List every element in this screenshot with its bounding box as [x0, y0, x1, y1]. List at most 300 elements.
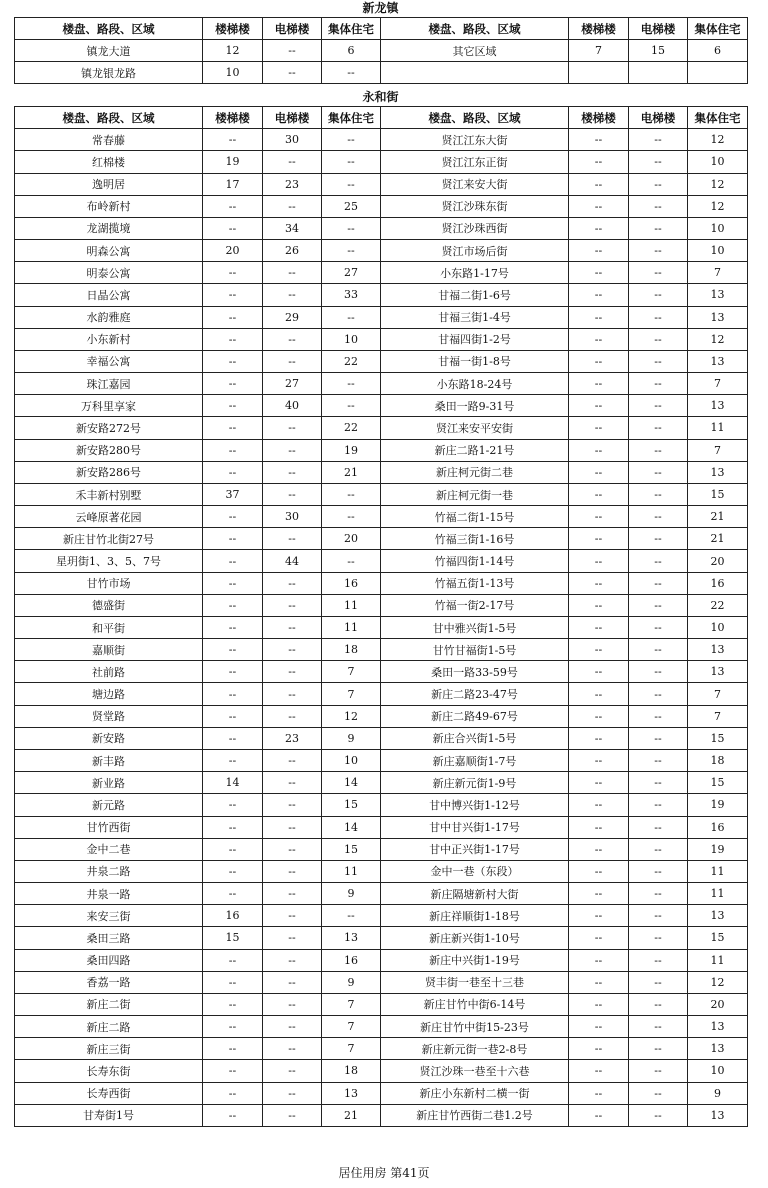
table-cell: -- — [629, 1016, 688, 1038]
table-cell: 21 — [688, 528, 748, 550]
table-cell: -- — [569, 594, 629, 616]
table-cell: 25 — [322, 195, 381, 217]
table-row — [15, 816, 748, 838]
table-cell: 20 — [322, 528, 381, 550]
table-cell: 30 — [263, 129, 322, 151]
table-cell: 珠江嘉园 — [15, 373, 203, 395]
table-cell: 社前路 — [15, 661, 203, 683]
table-row — [15, 439, 748, 461]
table-cell: -- — [263, 417, 322, 439]
table-cell: 贤江来安平安街 — [381, 417, 569, 439]
table-cell: -- — [263, 483, 322, 505]
column-header: 集体住宅 — [688, 107, 748, 129]
table-cell: 19 — [322, 439, 381, 461]
table-row — [15, 129, 748, 151]
table-cell: -- — [203, 1060, 263, 1082]
table-cell: -- — [263, 905, 322, 927]
table-cell: 12 — [203, 40, 263, 62]
table-cell: 13 — [688, 306, 748, 328]
table-cell: -- — [629, 860, 688, 882]
table-cell: 6 — [322, 40, 381, 62]
table-cell: -- — [263, 594, 322, 616]
table-cell: -- — [263, 439, 322, 461]
table-cell: -- — [263, 639, 322, 661]
table-cell: 7 — [322, 661, 381, 683]
table-cell: -- — [263, 40, 322, 62]
table-cell: -- — [203, 284, 263, 306]
table-cell: 13 — [322, 927, 381, 949]
table-cell: 竹福一街2-17号 — [381, 594, 569, 616]
table-cell: -- — [629, 883, 688, 905]
table-cell: 12 — [688, 173, 748, 195]
page-footer: 居住用房 第41页 — [338, 1166, 430, 1180]
table-cell: 26 — [263, 240, 322, 262]
table-cell: 金中一巷（东段） — [381, 860, 569, 882]
table-cell: 14 — [322, 816, 381, 838]
table-cell: 22 — [688, 594, 748, 616]
table-cell: -- — [263, 794, 322, 816]
table-cell: 新业路 — [15, 772, 203, 794]
table-row — [15, 373, 748, 395]
table-cell: -- — [263, 949, 322, 971]
table-cell: 竹福二街1-15号 — [381, 506, 569, 528]
table-row — [15, 1060, 748, 1082]
table-cell: 甘竹西街 — [15, 816, 203, 838]
table-cell: 15 — [629, 40, 688, 62]
table-cell: -- — [569, 262, 629, 284]
table-cell: -- — [569, 838, 629, 860]
column-header: 电梯楼 — [629, 18, 688, 40]
table-cell: 小东路18-24号 — [381, 373, 569, 395]
table-cell: 甘寿街1号 — [15, 1104, 203, 1126]
table-cell: -- — [263, 772, 322, 794]
table-cell: 16 — [322, 572, 381, 594]
table-cell: -- — [203, 550, 263, 572]
table-cell: 10 — [688, 151, 748, 173]
table-cell: -- — [629, 129, 688, 151]
table-cell: 新元路 — [15, 794, 203, 816]
table-cell: 香荔一路 — [15, 971, 203, 993]
table-cell: -- — [629, 483, 688, 505]
table-cell: 甘竹市场 — [15, 572, 203, 594]
table-cell: -- — [569, 506, 629, 528]
table-cell: 新庄中兴街1-19号 — [381, 949, 569, 971]
table-cell: -- — [629, 572, 688, 594]
table-cell: 塘边路 — [15, 683, 203, 705]
table-row — [15, 705, 748, 727]
header-row — [15, 18, 748, 40]
table-cell: -- — [569, 816, 629, 838]
section-title-xinlong: 新龙镇 — [362, 1, 399, 15]
table-cell: -- — [263, 705, 322, 727]
table-cell: -- — [629, 417, 688, 439]
table-cell: 14 — [203, 772, 263, 794]
table-cell: 万科里享家 — [15, 395, 203, 417]
table-cell — [688, 62, 748, 84]
table-cell: -- — [569, 550, 629, 572]
header-row — [15, 107, 748, 129]
table-row — [15, 838, 748, 860]
table-cell: -- — [203, 1016, 263, 1038]
table-cell: -- — [569, 528, 629, 550]
table-cell: -- — [569, 1104, 629, 1126]
table-cell: 11 — [688, 883, 748, 905]
column-header: 电梯楼 — [629, 107, 688, 129]
table-cell: -- — [629, 594, 688, 616]
table-cell: -- — [263, 661, 322, 683]
table-cell: 19 — [203, 151, 263, 173]
table-cell: -- — [569, 373, 629, 395]
table-cell: -- — [629, 395, 688, 417]
column-header: 电梯楼 — [263, 107, 322, 129]
table-cell: 40 — [263, 395, 322, 417]
table-row — [15, 1038, 748, 1060]
column-header: 集体住宅 — [322, 107, 381, 129]
table-cell: 21 — [322, 1104, 381, 1126]
table-cell: -- — [629, 1060, 688, 1082]
table-cell: -- — [322, 151, 381, 173]
table-cell: -- — [629, 661, 688, 683]
xinlong-table-header — [15, 18, 748, 40]
table-cell: -- — [569, 306, 629, 328]
table-cell: 13 — [688, 639, 748, 661]
table-cell: 新庄二街 — [15, 993, 203, 1015]
table-cell: -- — [569, 284, 629, 306]
table-cell: -- — [629, 173, 688, 195]
table-cell: -- — [629, 727, 688, 749]
table-cell: 13 — [688, 1104, 748, 1126]
xinlong-table-body — [15, 40, 748, 84]
table-cell: -- — [263, 461, 322, 483]
table-cell: 30 — [263, 506, 322, 528]
table-cell: -- — [263, 284, 322, 306]
table-cell: -- — [263, 572, 322, 594]
table-cell: -- — [203, 572, 263, 594]
table-cell: 新庄祥顺街1-18号 — [381, 905, 569, 927]
table-cell: 13 — [688, 905, 748, 927]
table-cell: -- — [203, 993, 263, 1015]
table-row — [15, 173, 748, 195]
column-header: 楼盘、路段、区域 — [381, 18, 569, 40]
table-row — [15, 461, 748, 483]
table-row — [15, 262, 748, 284]
table-cell: 9 — [322, 883, 381, 905]
table-cell: -- — [263, 1104, 322, 1126]
table-cell: -- — [322, 905, 381, 927]
table-cell: -- — [322, 217, 381, 239]
table-cell: -- — [263, 838, 322, 860]
table-row — [15, 417, 748, 439]
table-cell: -- — [203, 749, 263, 771]
table-cell: -- — [203, 461, 263, 483]
table-cell: 33 — [322, 284, 381, 306]
table-cell: -- — [569, 661, 629, 683]
table-row — [15, 727, 748, 749]
table-cell: -- — [629, 993, 688, 1015]
table-cell: 云峰原著花园 — [15, 506, 203, 528]
table-cell: 7 — [688, 705, 748, 727]
table-cell: 18 — [322, 1060, 381, 1082]
table-row — [15, 927, 748, 949]
table-cell: -- — [263, 195, 322, 217]
column-header: 楼梯楼 — [203, 18, 263, 40]
table-cell: -- — [322, 506, 381, 528]
table-cell: -- — [629, 284, 688, 306]
table-cell: 17 — [203, 173, 263, 195]
table-cell: -- — [629, 949, 688, 971]
table-row — [15, 1104, 748, 1126]
table-cell: 德盛街 — [15, 594, 203, 616]
column-header: 电梯楼 — [263, 18, 322, 40]
table-cell: 金中二巷 — [15, 838, 203, 860]
table-cell: -- — [203, 816, 263, 838]
table-row — [15, 772, 748, 794]
table-cell: 逸明居 — [15, 173, 203, 195]
table-row — [15, 395, 748, 417]
table-cell: -- — [203, 439, 263, 461]
table-cell: -- — [203, 195, 263, 217]
table-cell: -- — [263, 749, 322, 771]
table-cell: 桑田三路 — [15, 927, 203, 949]
xinlong-table — [14, 17, 748, 84]
table-cell: -- — [203, 727, 263, 749]
table-cell — [629, 62, 688, 84]
table-cell: 10 — [688, 616, 748, 638]
table-cell: -- — [629, 683, 688, 705]
table-cell: 长寿东街 — [15, 1060, 203, 1082]
table-cell: -- — [203, 1038, 263, 1060]
table-cell: 11 — [688, 949, 748, 971]
table-cell: 23 — [263, 727, 322, 749]
table-cell: -- — [629, 262, 688, 284]
table-cell: -- — [569, 240, 629, 262]
table-cell: 15 — [688, 927, 748, 949]
table-cell: -- — [263, 1038, 322, 1060]
table-cell: 新丰路 — [15, 749, 203, 771]
table-cell: 29 — [263, 306, 322, 328]
table-cell: -- — [263, 1060, 322, 1082]
table-row — [15, 971, 748, 993]
table-cell: 长寿西街 — [15, 1082, 203, 1104]
table-cell: 13 — [688, 461, 748, 483]
table-row — [15, 350, 748, 372]
table-cell: 27 — [263, 373, 322, 395]
table-cell: -- — [569, 1082, 629, 1104]
table-cell: -- — [569, 639, 629, 661]
table-cell: -- — [263, 528, 322, 550]
table-cell: 甘福三街1-4号 — [381, 306, 569, 328]
table-cell: 新庄二路23-47号 — [381, 683, 569, 705]
table-row — [15, 284, 748, 306]
table-cell: -- — [629, 151, 688, 173]
table-cell: 13 — [688, 395, 748, 417]
table-cell: 12 — [688, 195, 748, 217]
table-cell: -- — [569, 483, 629, 505]
table-cell: 7 — [688, 373, 748, 395]
table-cell: -- — [569, 971, 629, 993]
table-cell: 明森公寓 — [15, 240, 203, 262]
table-row — [15, 860, 748, 882]
table-cell: -- — [322, 62, 381, 84]
table-row — [15, 949, 748, 971]
table-cell: -- — [263, 328, 322, 350]
table-cell: -- — [569, 927, 629, 949]
table-cell: -- — [569, 328, 629, 350]
table-cell: 新庄甘竹中街15-23号 — [381, 1016, 569, 1038]
table-cell: -- — [569, 395, 629, 417]
table-cell: -- — [629, 905, 688, 927]
table-cell: -- — [629, 1038, 688, 1060]
table-cell: -- — [263, 1082, 322, 1104]
table-cell: -- — [629, 461, 688, 483]
table-cell: -- — [569, 217, 629, 239]
table-cell: 9 — [688, 1082, 748, 1104]
table-cell: 贤堂路 — [15, 705, 203, 727]
table-cell: 贤江来安大街 — [381, 173, 569, 195]
table-cell: -- — [629, 705, 688, 727]
table-cell: -- — [569, 1016, 629, 1038]
table-cell: -- — [263, 927, 322, 949]
table-cell: 甘中雅兴街1-5号 — [381, 616, 569, 638]
table-cell: -- — [203, 683, 263, 705]
table-cell: -- — [263, 971, 322, 993]
table-cell: 44 — [263, 550, 322, 572]
table-cell: -- — [629, 195, 688, 217]
table-cell: -- — [203, 328, 263, 350]
table-cell: 18 — [688, 749, 748, 771]
table-cell: 22 — [322, 350, 381, 372]
table-cell: -- — [203, 528, 263, 550]
table-cell: 镇龙大道 — [15, 40, 203, 62]
table-cell: 11 — [688, 417, 748, 439]
table-cell: 贤江江东大街 — [381, 129, 569, 151]
table-cell: 15 — [688, 772, 748, 794]
table-cell: -- — [203, 395, 263, 417]
table-cell: 7 — [688, 439, 748, 461]
table-cell: 16 — [688, 816, 748, 838]
table-cell: 井泉二路 — [15, 860, 203, 882]
table-cell: -- — [263, 1016, 322, 1038]
table-cell: 禾丰新村别墅 — [15, 483, 203, 505]
table-cell: -- — [203, 639, 263, 661]
table-row — [15, 905, 748, 927]
table-cell: 14 — [322, 772, 381, 794]
yonghe-table — [14, 106, 748, 1127]
table-cell: 19 — [688, 838, 748, 860]
table-cell: 嘉顺街 — [15, 639, 203, 661]
table-cell: 10 — [688, 1060, 748, 1082]
table-cell: -- — [569, 350, 629, 372]
table-cell: 桑田一路33-59号 — [381, 661, 569, 683]
table-row — [15, 993, 748, 1015]
table-cell: 15 — [688, 727, 748, 749]
table-cell: 新庄二路 — [15, 1016, 203, 1038]
table-row — [15, 528, 748, 550]
table-cell: -- — [629, 350, 688, 372]
table-cell: 新庄甘竹中街6-14号 — [381, 993, 569, 1015]
table-cell: -- — [569, 905, 629, 927]
table-row — [15, 506, 748, 528]
table-cell: -- — [203, 705, 263, 727]
table-cell: 16 — [688, 572, 748, 594]
table-cell: -- — [322, 483, 381, 505]
table-cell: 井泉一路 — [15, 883, 203, 905]
table-cell: 新庄柯元街一巷 — [381, 483, 569, 505]
table-cell: 12 — [688, 328, 748, 350]
table-cell: -- — [322, 306, 381, 328]
table-cell: -- — [629, 749, 688, 771]
table-cell: 12 — [322, 705, 381, 727]
table-cell: 19 — [688, 794, 748, 816]
table-cell: 7 — [688, 262, 748, 284]
table-cell: 甘竹甘福街1-5号 — [381, 639, 569, 661]
table-cell: -- — [629, 373, 688, 395]
table-cell: 镇龙银龙路 — [15, 62, 203, 84]
table-cell: 其它区域 — [381, 40, 569, 62]
table-cell: 新安路 — [15, 727, 203, 749]
table-cell: 新庄二路49-67号 — [381, 705, 569, 727]
table-cell: -- — [629, 528, 688, 550]
table-cell: -- — [203, 616, 263, 638]
table-cell: 甘中正兴街1-17号 — [381, 838, 569, 860]
table-cell: -- — [569, 705, 629, 727]
yonghe-table-body — [15, 129, 748, 1127]
table-cell: -- — [203, 373, 263, 395]
table-cell: -- — [569, 129, 629, 151]
table-cell: 甘福一街1-8号 — [381, 350, 569, 372]
table-cell: 15 — [688, 483, 748, 505]
table-cell: 新安路280号 — [15, 439, 203, 461]
table-row — [15, 40, 748, 62]
table-cell: -- — [263, 350, 322, 372]
table-row — [15, 328, 748, 350]
table-cell: 22 — [322, 417, 381, 439]
table-cell: 13 — [688, 1016, 748, 1038]
table-cell: 竹福五街1-13号 — [381, 572, 569, 594]
table-cell: 20 — [688, 993, 748, 1015]
table-cell: 15 — [203, 927, 263, 949]
table-cell: 桑田四路 — [15, 949, 203, 971]
table-cell: -- — [322, 373, 381, 395]
table-cell: 10 — [203, 62, 263, 84]
table-cell: 贤丰街一巷至十三巷 — [381, 971, 569, 993]
table-cell: 日晶公寓 — [15, 284, 203, 306]
table-cell: -- — [203, 949, 263, 971]
table-cell: -- — [263, 151, 322, 173]
table-cell: -- — [629, 306, 688, 328]
table-row — [15, 1082, 748, 1104]
table-cell: 10 — [688, 217, 748, 239]
table-cell: -- — [629, 838, 688, 860]
table-cell — [381, 62, 569, 84]
table-cell: -- — [569, 439, 629, 461]
table-cell: -- — [569, 417, 629, 439]
table-cell: -- — [203, 838, 263, 860]
table-row — [15, 661, 748, 683]
table-cell: -- — [322, 240, 381, 262]
column-header: 楼梯楼 — [569, 18, 629, 40]
table-cell: 13 — [688, 284, 748, 306]
table-cell: 21 — [688, 506, 748, 528]
table-cell: 23 — [263, 173, 322, 195]
table-cell: 9 — [322, 971, 381, 993]
table-cell: -- — [569, 794, 629, 816]
table-cell: -- — [203, 1082, 263, 1104]
table-cell: 甘福二街1-6号 — [381, 284, 569, 306]
table-cell: -- — [203, 1104, 263, 1126]
table-cell: 20 — [203, 240, 263, 262]
table-cell: 新庄嘉顺街1-7号 — [381, 749, 569, 771]
